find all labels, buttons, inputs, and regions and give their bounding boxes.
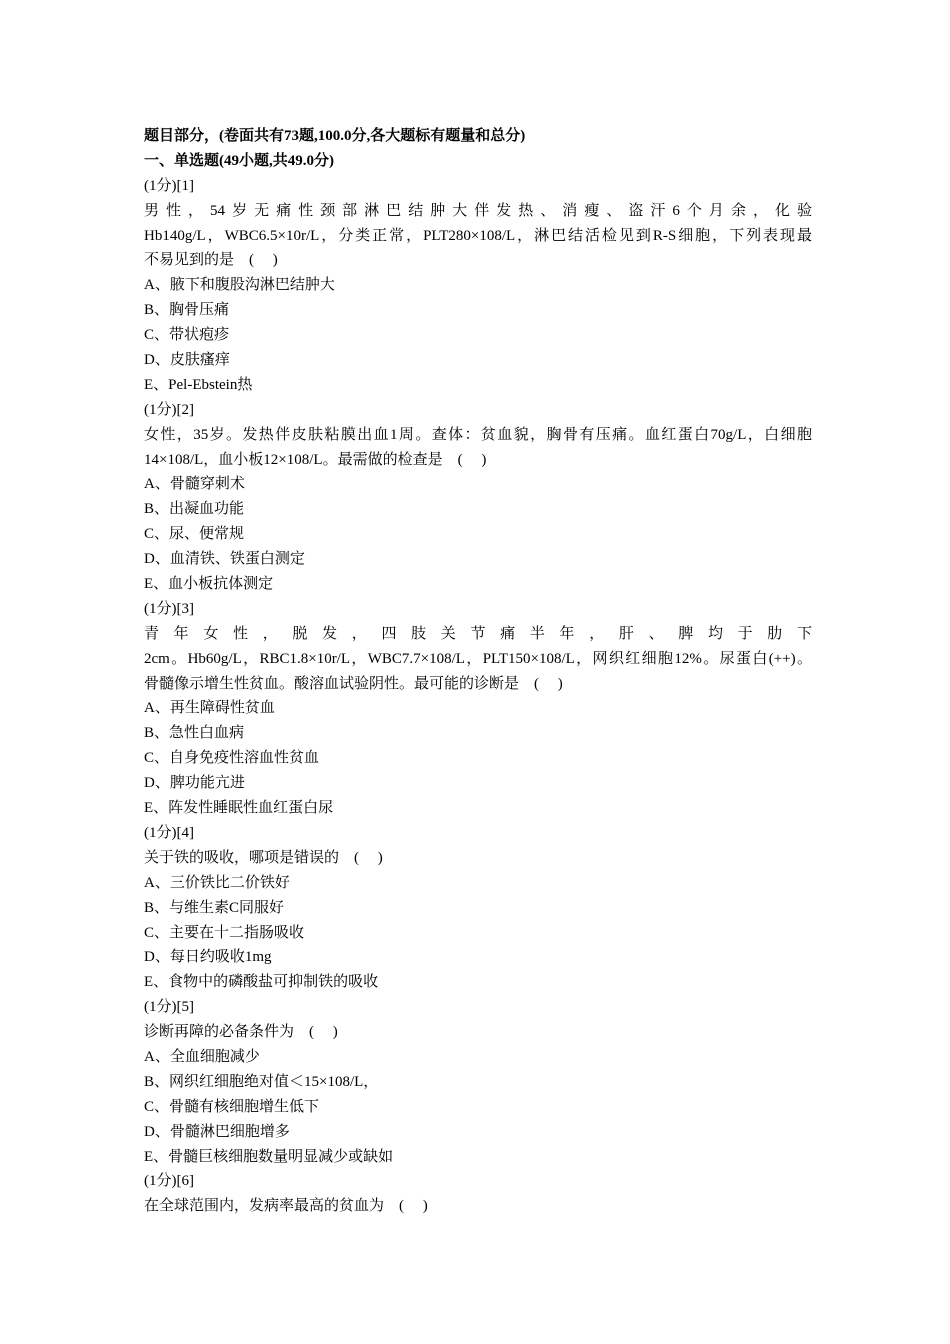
- document-page: [144, 124, 812, 1219]
- question-stem-line: 女性，35岁。发热伴皮肤粘膜出血1周。查体：贫血貌，胸骨有压痛。血红蛋白70g/L，白细胞: [144, 426, 812, 443]
- option-b: B、出凝血功能: [144, 501, 245, 518]
- option-e: E、Pel-Ebstein热: [144, 376, 253, 393]
- option-b: B、胸骨压痛: [144, 302, 230, 319]
- option-b: B、网织红细胞绝对值＜15×108/L，: [144, 1073, 379, 1090]
- option-c: C、主要在十二指肠吸收: [144, 924, 305, 941]
- question-stem-line: 诊断再障的必备条件为 ( ): [144, 1024, 338, 1041]
- question-5: [144, 995, 812, 1169]
- question-stem-line: Hb140g/L，WBC6.5×10r/L，分类正常，PLT280×108/L，淋巴结活检见到R-S细胞，下列表现最: [144, 227, 812, 244]
- question-6: [144, 1169, 812, 1219]
- option-d: D、每日约吸收1mg: [144, 949, 272, 966]
- question-tag: (1分)[5]: [144, 999, 194, 1016]
- section-heading: 一、单选题(49小题,共49.0分): [144, 152, 334, 169]
- question-stem-line: 男性，54岁无痛性颈部淋巴结肿大伴发热、消瘦、盗汗6个月余，化验: [144, 202, 812, 219]
- option-e: E、骨髓巨核细胞数量明显减少或缺如: [144, 1148, 394, 1165]
- question-2: [144, 398, 812, 597]
- option-c: C、自身免疫性溶血性贫血: [144, 750, 320, 767]
- option-a: A、腋下和腹股沟淋巴结肿大: [144, 277, 335, 294]
- question-tag: (1分)[1]: [144, 177, 194, 194]
- question-stem-line: 骨髓像示增生性贫血。酸溶血试验阴性。最可能的诊断是 ( ): [144, 675, 563, 692]
- option-d: D、皮肤瘙痒: [144, 352, 230, 369]
- question-1: [144, 174, 812, 398]
- option-e: E、阵发性睡眠性血红蛋白尿: [144, 800, 334, 817]
- option-b: B、与维生素C同服好: [144, 899, 285, 916]
- question-stem-line: 14×108/L，血小板12×108/L。最需做的检查是 ( ): [144, 451, 487, 468]
- question-stem-line: 不易见到的是 ( ): [144, 252, 278, 269]
- option-a: A、全血细胞减少: [144, 1048, 260, 1065]
- option-b: B、急性白血病: [144, 725, 245, 742]
- question-tag: (1分)[3]: [144, 600, 194, 617]
- question-stem-line: 青年女性，脱发，四肢关节痛半年，肝、脾均于肋下: [144, 625, 812, 642]
- question-tag: (1分)[2]: [144, 401, 194, 418]
- option-c: C、尿、便常规: [144, 526, 245, 543]
- option-c: C、带状疱疹: [144, 327, 230, 344]
- option-d: D、脾功能亢进: [144, 775, 245, 792]
- question-4: [144, 821, 812, 995]
- question-stem-line: 2cm。Hb60g/L，RBC1.8×10r/L，WBC7.7×108/L，PLT150×108/L，网织红细胞12%。尿蛋白(++)。: [144, 650, 812, 667]
- option-d: D、血清铁、铁蛋白测定: [144, 551, 305, 568]
- option-e: E、血小板抗体测定: [144, 576, 274, 593]
- question-stem-line: 在全球范围内，发病率最高的贫血为 ( ): [144, 1198, 428, 1215]
- paper-title: 题目部分，(卷面共有73题,100.0分,各大题标有题量和总分): [144, 128, 526, 144]
- question-stem-line: 关于铁的吸收，哪项是错误的 ( ): [144, 849, 383, 866]
- option-a: A、再生障碍性贫血: [144, 700, 275, 717]
- option-a: A、骨髓穿刺术: [144, 476, 245, 493]
- option-c: C、骨髓有核细胞增生低下: [144, 1098, 320, 1115]
- option-e: E、食物中的磷酸盐可抑制铁的吸收: [144, 974, 379, 991]
- question-tag: (1分)[4]: [144, 824, 194, 841]
- option-a: A、三价铁比二价铁好: [144, 874, 290, 891]
- question-tag: (1分)[6]: [144, 1173, 194, 1190]
- option-d: D、骨髓淋巴细胞增多: [144, 1123, 290, 1140]
- question-3: [144, 597, 812, 821]
